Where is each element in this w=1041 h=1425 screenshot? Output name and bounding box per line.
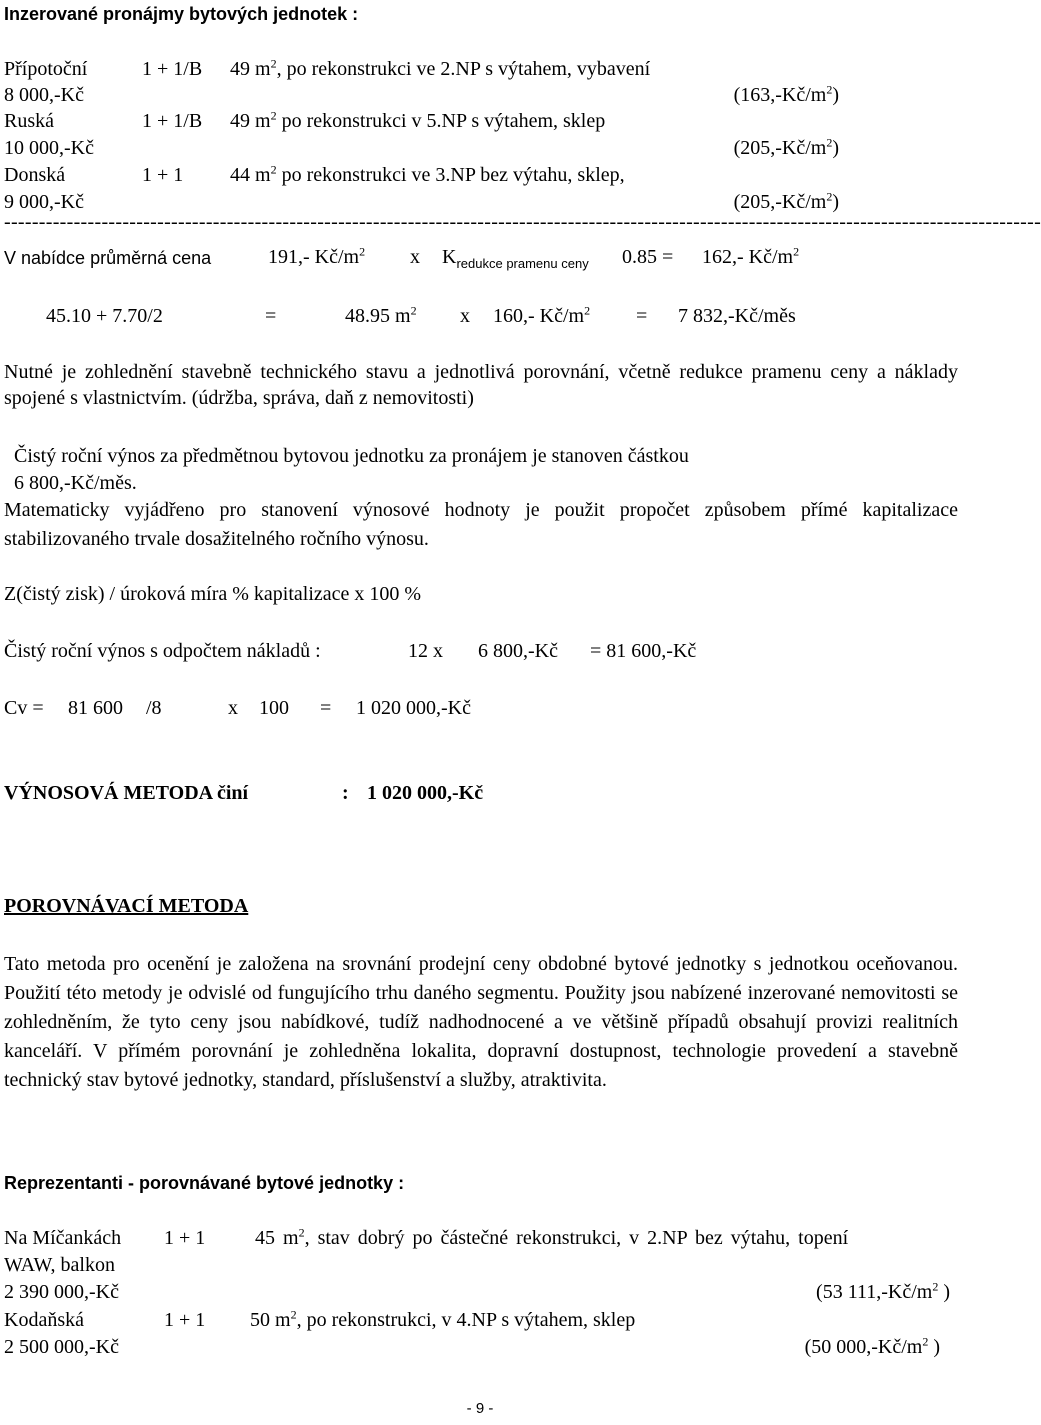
- equals-sign: =: [636, 305, 648, 327]
- offer-description: 44 $m^2$ po rekonstrukci ve 3.NP bez výtahu, sklep,: [230, 162, 625, 186]
- times-sign: x: [460, 305, 470, 327]
- times-sign: x: [228, 697, 238, 719]
- unit-price: 2 390 000,-Kč: [4, 1281, 119, 1303]
- cv-divisor: /8: [146, 697, 162, 719]
- times-sign: x: [410, 246, 420, 268]
- unit-description: 45 $m^2$, stav dobrý po částečné rekonstrukci, v 2.NP bez výtahu, topení: [255, 1225, 849, 1249]
- monthly-rent-result: 7 832,-Kč/měs: [678, 305, 796, 327]
- offer-price-per-m2: $(205,-Kč/m^2)$: [733, 135, 839, 159]
- offer-price: 9 000,-Kč: [4, 191, 84, 213]
- income-method-value: 1 020 000,-Kč: [367, 782, 484, 804]
- average-value: 191,- $Kč/m^2$: [268, 244, 366, 268]
- equals-sign: =: [320, 697, 332, 719]
- section-heading-rentals: Inzerované pronájmy bytových jednotek :: [4, 4, 359, 24]
- net-income-statement: Čistý roční výnos za předmětnou bytovou jednotku za pronájem je stanoven částkou: [14, 445, 689, 467]
- page-number: - 9 -: [466, 1400, 494, 1417]
- net-income-amount: 6 800,-Kč/měs.: [14, 472, 137, 494]
- unit-price-per-m2: (53 $111,-Kč/m^2$ ): [816, 1279, 950, 1303]
- offer-street: Ruská: [4, 110, 54, 132]
- unit-description: 50 $m^2$, po rekonstrukci, v 4.NP s výtahem, sklep: [250, 1307, 636, 1331]
- offer-price: 8 000,-Kč: [4, 84, 84, 106]
- cv-label: Cv =: [4, 697, 44, 719]
- note-paragraph: Nutné je zohlednění stavebně technického stavu a jednotlivá porovnání, včetně redukce pramenu ceny a náklady spojené s vlastnictvím. (údržba, správa, daň z nemovitosti): [4, 361, 958, 409]
- offer-type: 1 + 1/B: [142, 58, 203, 80]
- cv-numerator: 81 600: [68, 697, 123, 719]
- representatives-heading: Reprezentanti - porovnávané bytové jednotky :: [4, 1173, 405, 1193]
- unit-street: Na Míčankách: [4, 1227, 122, 1249]
- reduction-coefficient-value: 0.85 =: [622, 246, 674, 268]
- comparison-method-heading: POROVNÁVACÍ METODA: [4, 895, 249, 917]
- summary-colon: :: [342, 782, 349, 804]
- offer-description: 49 $m^2$ po rekonstrukci v 5.NP s výtahem, sklep: [230, 108, 606, 132]
- offer-type: 1 + 1: [142, 164, 184, 186]
- reduction-coefficient-label: $K_{redukce pramenu ceny}$: [442, 246, 589, 271]
- capitalization-paragraph: Matematicky vyjádřeno pro stanovení výnosové hodnoty je použit propočet způsobem přímé kapitalizace stabilizovaného trvale dosažitelného ročního výnosu.: [4, 499, 958, 550]
- unit-type: 1 + 1: [164, 1309, 206, 1331]
- unit-description-continued: WAW, balkon: [4, 1254, 115, 1276]
- dashed-separator: -----------------------------------------------------------------------------------------------------------------------------------------------------: [4, 211, 1041, 233]
- annual-income-result: = 81 600,-Kč: [590, 640, 697, 662]
- capitalization-formula: Z(čistý zisk) / úroková míra % kapitalizace x 100 %: [4, 583, 422, 605]
- computed-area: 48.95 $m^2$: [345, 303, 417, 327]
- cv-result: 1 020 000,-Kč: [356, 697, 471, 719]
- offer-street: Přípotoční: [4, 58, 88, 80]
- monthly-income: 6 800,-Kč: [478, 640, 558, 662]
- offer-price-per-m2: $(163,-Kč/m^2)$: [733, 82, 839, 106]
- average-label: V nabídce průměrná cena: [4, 248, 212, 268]
- months-multiplier: 12 x: [408, 640, 443, 662]
- unit-type: 1 + 1: [164, 1227, 206, 1249]
- offer-street: Donská: [4, 164, 66, 186]
- unit-price-per-m2: (50 $000,-Kč/m^2$ ): [804, 1334, 940, 1358]
- area-expression: 45.10 + 7.70/2: [46, 305, 163, 327]
- offer-price: 10 000,-Kč: [4, 137, 94, 159]
- offer-type: 1 + 1/B: [142, 110, 203, 132]
- offer-description: 49 $m^2$, po rekonstrukci ve 2.NP s výtahem, vybavení: [230, 56, 651, 80]
- offer-price-per-m2: $(205,-Kč/m^2)$: [733, 189, 839, 213]
- rent-rate: 160,- $Kč/m^2$: [493, 303, 591, 327]
- unit-price: 2 500 000,-Kč: [4, 1336, 119, 1358]
- reduced-price: 162,- $Kč/m^2$: [702, 244, 800, 268]
- income-method-label: VÝNOSOVÁ METODA činí: [4, 782, 249, 804]
- unit-street: Kodaňská: [4, 1309, 84, 1331]
- equals-sign: =: [265, 305, 277, 327]
- comparison-paragraph: Tato metoda pro ocenění je založena na srovnání prodejní ceny obdobné bytové jednotky s jednotkou oceňovanou. Použití této metody je odvislé od fungujícího trhu daného segmentu. Použity jsou nabízené inzerované nemovitosti se zohledněním, že tyto ceny jsou nabídkové, tudíž nadhodnocené a ve většině případů obsahují provizi realitních kanceláří. V přímém porovnání je zohledněna lokalita, dopravní dostupnost, technologie provedení a stavebně technický stav bytové jednotky, standard, příslušenství a služby, atraktivita.: [4, 953, 958, 1091]
- cv-hundred: 100: [259, 697, 289, 719]
- annual-income-label: Čistý roční výnos s odpočtem nákladů :: [4, 640, 321, 662]
